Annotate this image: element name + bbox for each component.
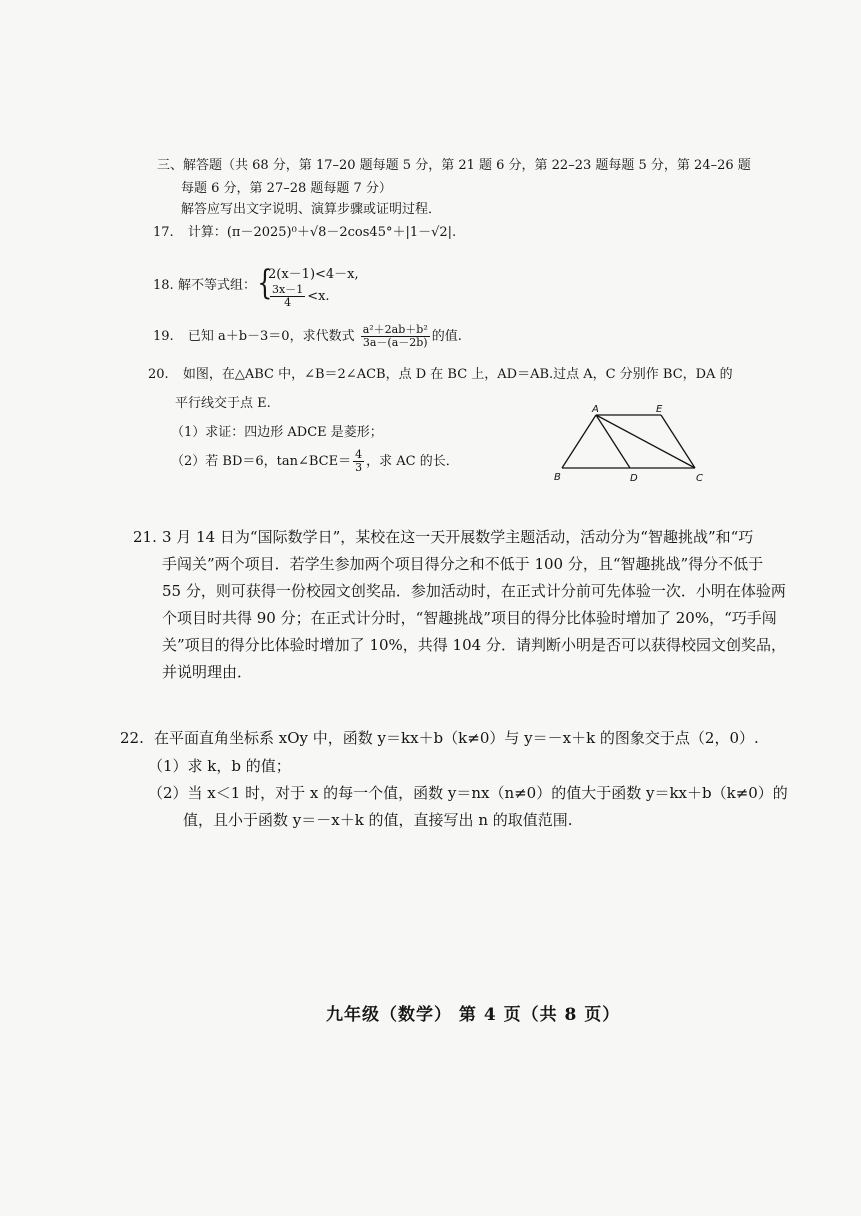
- question-21-line4: 个项目时共得 90 分；在正式计分时，“智趣挑战”项目的得分比体验时增加了 20%，“巧手闯: [162, 609, 777, 627]
- question-tail: 的值.: [431, 329, 462, 344]
- fraction: [270, 284, 305, 309]
- question-21-line1: 3 月 14 日为“国际数学日”，某校在这一天开展数学主题活动，活动分为“智趣挑战”和“巧: [162, 528, 754, 546]
- question-20-line1: [148, 366, 733, 383]
- label-B: B: [554, 472, 561, 483]
- inequality-tail: <x.: [307, 289, 330, 304]
- section-header-line2: 每题 6 分，第 27–28 题每题 7 分）: [181, 181, 392, 196]
- figure-lines: [562, 415, 695, 468]
- question-22-part2-line1: （2）当 x＜1 时，对于 x 的每一个值，函数 y＝nx（n≠0）的值大于函数 y＝kx＋b（k≠0）的: [148, 784, 788, 802]
- part2-text-b: ，求 AC 的长．: [366, 454, 459, 469]
- question-18-number: 18.: [153, 278, 174, 293]
- question-21-line5: 关”项目的得分比体验时增加了 10%，共得 104 分．请判断小明是否可以获得校园文创奖品，: [162, 636, 786, 654]
- question-21-line3: 55 分，则可获得一份校园文创奖品．参加活动时，在正式计分前可先体验一次．小明在体验两: [162, 582, 786, 600]
- fraction-numerator: a²＋2ab＋b²: [362, 323, 428, 336]
- question-22-part1: （1）求 k，b 的值；: [148, 757, 291, 775]
- question-expression: (π－2025)⁰＋√8－2cos45°＋|1－√2|.: [226, 225, 457, 240]
- question-21-line6: 并说明理由．: [162, 663, 253, 681]
- page-footer: 九年级（数学） 第 4 页（共 8 页）: [326, 1005, 621, 1025]
- question-number: 17.: [153, 225, 174, 240]
- segment-AC: [596, 415, 695, 468]
- section-header-line1: 三、解答题（共 68 分，第 17–20 题每题 5 分，第 21 题 6 分，第 22–23 题每题 5 分，第 24–26 题: [157, 158, 751, 173]
- label-D: D: [630, 473, 638, 484]
- section-instruction: 解答应写出文字说明、演算步骤或证明过程．: [181, 202, 442, 217]
- question-19: [153, 324, 462, 349]
- question-number: 20.: [148, 367, 169, 382]
- question-20-part1: （1）求证：四边形 ADCE 是菱形；: [171, 425, 383, 440]
- label-C: C: [696, 473, 703, 484]
- question-17: [153, 224, 456, 241]
- fraction: [353, 449, 364, 474]
- geometry-figure: [548, 402, 718, 488]
- question-20-line2: 平行线交于点 E.: [175, 396, 271, 411]
- fraction-denominator: 4: [284, 296, 292, 309]
- part2-text-a: （2）若 BD＝6，tan∠BCE＝: [171, 454, 352, 469]
- question-number: 19.: [153, 329, 174, 344]
- question-20-part2: [171, 449, 459, 474]
- question-lead: 已知 a＋b－3＝0，求代数式: [187, 329, 355, 344]
- segment-AB: [562, 415, 596, 468]
- fraction: [361, 324, 430, 349]
- inequality-line1: 2(x－1)<4－x,: [268, 267, 359, 282]
- label-A: A: [592, 404, 599, 415]
- question-text: 如图，在△ABC 中，∠B＝2∠ACB，点 D 在 BC 上，AD＝AB.过点 A，C 分别作 BC，DA 的: [182, 367, 733, 382]
- brace-symbol: {: [257, 263, 273, 303]
- fraction-numerator: 3x－1: [272, 283, 304, 296]
- question-21-line2: 手闯关”两个项目．若学生参加两个项目得分之和不低于 100 分，且“智趣挑战”得分不低于: [162, 555, 764, 573]
- question-22-part2-line2: 值，且小于函数 y＝－x＋k 的值，直接写出 n 的取值范围.: [183, 811, 573, 829]
- question-18-lead: 解不等式组：: [178, 278, 257, 293]
- inequality-line2: [268, 284, 330, 309]
- segment-EC: [661, 415, 695, 468]
- fraction-numerator: 4: [355, 448, 363, 461]
- label-E: E: [656, 404, 663, 415]
- question-22-line1: 在平面直角坐标系 xOy 中，函数 y＝kx＋b（k≠0）与 y＝－x＋k 的图象交于点（2，0）.: [154, 729, 759, 747]
- question-lead: 计算：: [187, 225, 227, 240]
- fraction-denominator: 3: [355, 461, 363, 474]
- segment-AD: [596, 415, 630, 468]
- question-22-number: 22.: [120, 729, 144, 747]
- question-21-number: 21.: [133, 528, 157, 546]
- fraction-denominator: 3a－(a－2b): [362, 336, 428, 349]
